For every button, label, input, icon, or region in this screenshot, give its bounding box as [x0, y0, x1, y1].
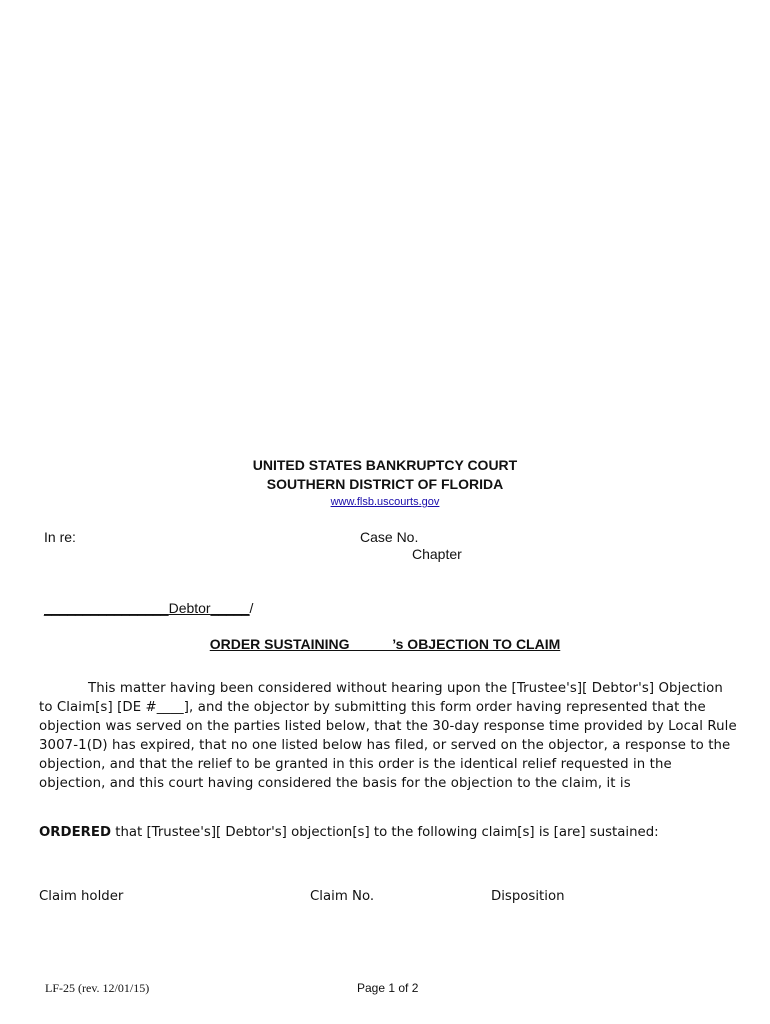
body-paragraph-text: This matter having been considered without hearing upon the [Trustee's][ Debtor's] Objection to Claim[s] [DE #____], and the objector by submitting this form order having represented that the objection was served on the parties listed below, that the 30-day response time provided by Local Rule 3007-1(D) has expired, that no one listed below has filed, or served on the objector, a response to the objection, and that the relief to be granted in this order is the identical relief requested in the objection, and this court having considered the basis for the objection to the claim, it is: [39, 681, 737, 791]
debtor-blank: ________________: [44, 600, 169, 616]
debtor-label: Debtor: [168, 600, 211, 616]
disposition-header: Disposition: [491, 889, 565, 904]
form-id: LF-25 (rev. 12/01/15): [45, 981, 150, 995]
page-number: Page 1 of 2: [357, 981, 419, 995]
court-name: UNITED STATES BANKRUPTCY COURT: [252, 457, 518, 473]
claim-holder-header: Claim holder: [39, 889, 124, 904]
chapter-label: Chapter: [412, 546, 462, 562]
district-name: SOUTHERN DISTRICT OF FLORIDA: [266, 476, 504, 492]
debtor-trailing-blank: _____: [210, 600, 250, 616]
court-website-link[interactable]: www.flsb.uscourts.gov: [330, 496, 440, 508]
debtor-slash: /: [249, 600, 254, 616]
body-paragraph: [39, 679, 739, 793]
debtor-line: [44, 600, 253, 616]
ordered-label: ORDERED: [39, 825, 112, 840]
in-re-label: In re:: [44, 529, 76, 545]
order-title: ORDER SUSTAINING ’s OBJECTION TO CLAIM: [209, 636, 561, 652]
ordered-clause: [39, 825, 659, 840]
ordered-text: that [Trustee's][ Debtor's] objection[s] to the following claim[s] is [are] sustained:: [111, 825, 659, 840]
claim-no-header: Claim No.: [310, 889, 375, 904]
case-no-label: Case No.: [360, 529, 419, 545]
